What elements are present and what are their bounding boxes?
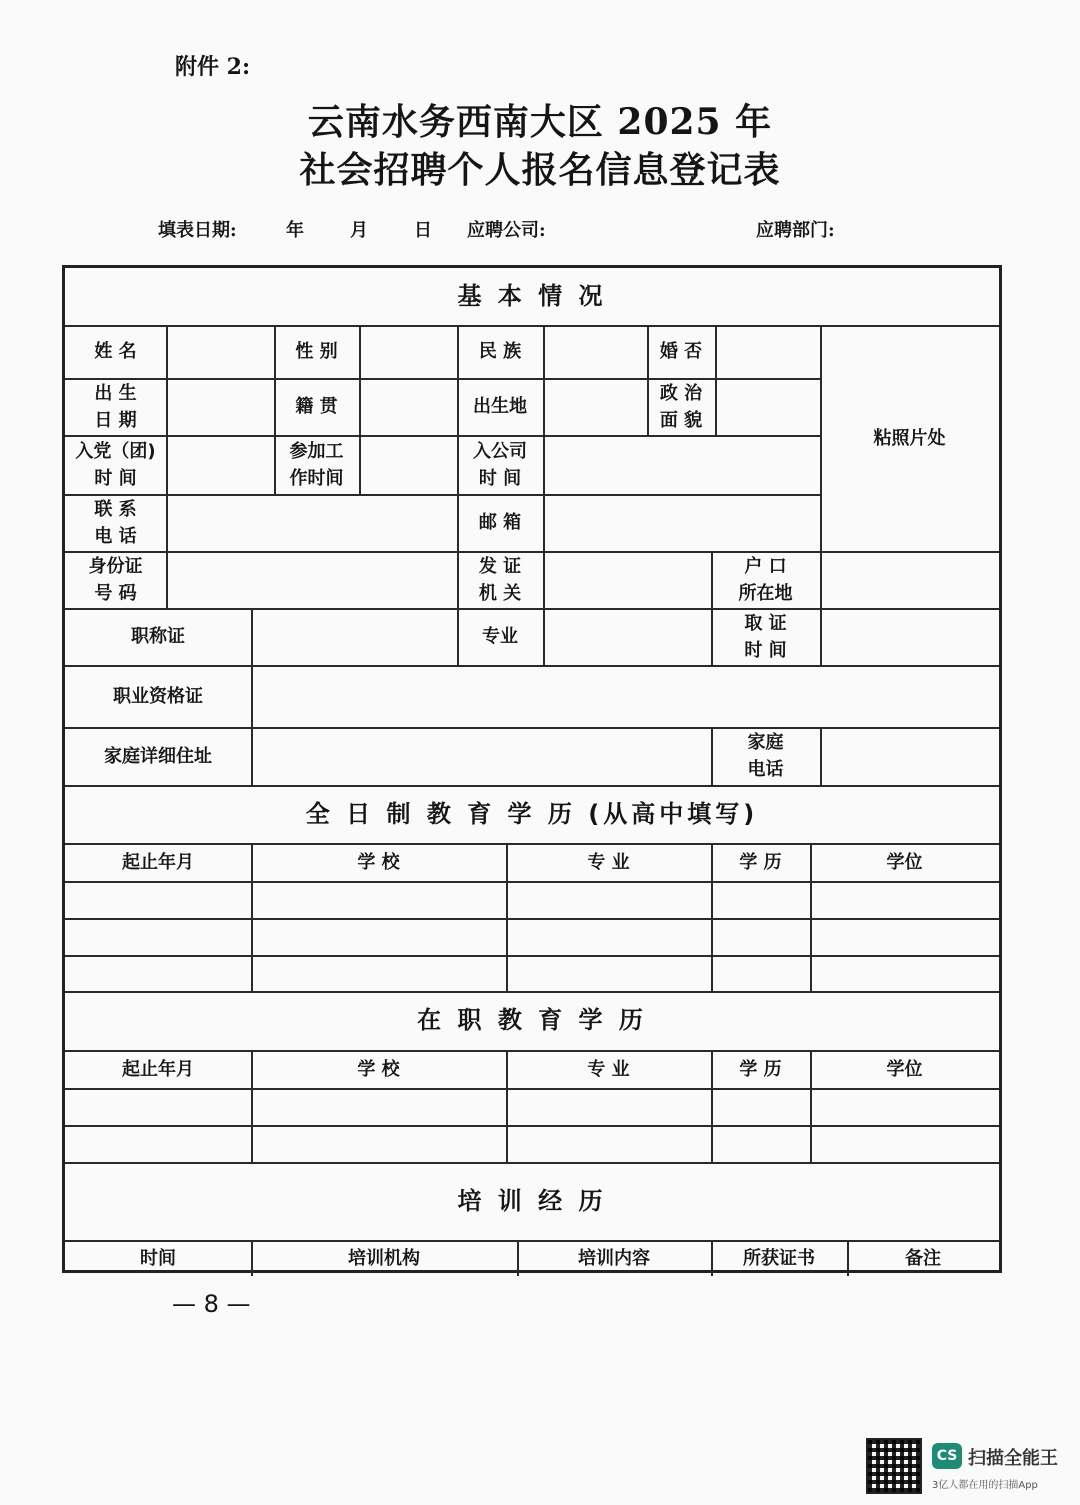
label-name: 姓 名 bbox=[94, 341, 137, 362]
label-ethnicity: 民 族 bbox=[478, 341, 522, 362]
col-education: 学 历 bbox=[739, 1058, 782, 1080]
department-label: 应聘部门: bbox=[756, 220, 835, 241]
label-birth-date: 出 生 日 期 bbox=[94, 382, 137, 431]
input-id-number[interactable] bbox=[166, 551, 457, 608]
label-political-status: 政 治 面 貌 bbox=[659, 382, 703, 431]
section-basic-info: 基 本 情 况 bbox=[457, 282, 607, 310]
input-native-place[interactable] bbox=[359, 378, 457, 435]
form-title-line1: 云南水务西南大区 2025 年 bbox=[307, 101, 773, 143]
col-institution: 培训机构 bbox=[348, 1247, 420, 1269]
label-work-start-date: 参加工 作时间 bbox=[289, 440, 344, 489]
fill-date-label: 填表日期: bbox=[158, 220, 237, 241]
attachment-label: 附件 2: bbox=[175, 54, 251, 80]
input-cert-date[interactable] bbox=[820, 608, 999, 665]
input-work-start-date[interactable] bbox=[359, 435, 457, 494]
page-number: — 8 — bbox=[172, 1290, 251, 1318]
label-party-join-date: 入党（团) 时 间 bbox=[75, 440, 156, 489]
col-degree: 学位 bbox=[886, 851, 923, 873]
qr-code-icon bbox=[866, 1438, 922, 1494]
col-major: 专 业 bbox=[587, 1058, 630, 1080]
section-inservice-education: 在 职 教 育 学 历 bbox=[417, 1006, 647, 1034]
label-birthplace: 出生地 bbox=[473, 396, 527, 417]
input-major[interactable] bbox=[543, 608, 711, 665]
photo-placeholder[interactable]: 粘照片处 bbox=[873, 427, 946, 449]
input-political-status[interactable] bbox=[715, 378, 820, 435]
col-content: 培训内容 bbox=[578, 1247, 650, 1269]
label-hukou-location: 户 口 所在地 bbox=[738, 555, 793, 604]
col-school: 学 校 bbox=[357, 851, 400, 873]
camscanner-logo-icon: CS bbox=[932, 1443, 962, 1469]
label-gender: 性 别 bbox=[295, 341, 338, 362]
col-period: 起止年月 bbox=[122, 851, 194, 873]
label-major: 专业 bbox=[482, 626, 518, 647]
col-certificate: 所获证书 bbox=[743, 1247, 815, 1269]
table-row[interactable] bbox=[65, 918, 999, 955]
input-home-phone[interactable] bbox=[820, 727, 999, 785]
table-row[interactable] bbox=[65, 881, 999, 918]
col-major: 专 业 bbox=[587, 851, 630, 873]
section-training: 培 训 经 历 bbox=[457, 1186, 607, 1215]
day-label: 日 bbox=[414, 220, 432, 241]
company-label: 应聘公司: bbox=[467, 220, 546, 241]
label-cert-date: 取 证 时 间 bbox=[744, 612, 787, 661]
input-name[interactable] bbox=[166, 325, 274, 378]
input-birthplace[interactable] bbox=[543, 378, 647, 435]
input-ethnicity[interactable] bbox=[543, 325, 647, 378]
label-qualification-cert: 职业资格证 bbox=[113, 685, 203, 707]
section-fulltime-education: 全 日 制 教 育 学 历 (从高中填写) bbox=[305, 799, 759, 828]
input-birth-date[interactable] bbox=[166, 378, 274, 435]
col-school: 学 校 bbox=[357, 1058, 400, 1080]
label-home-phone: 家庭 电话 bbox=[747, 732, 784, 780]
label-title-certificate: 职称证 bbox=[131, 626, 185, 647]
input-company-join-date[interactable] bbox=[543, 435, 820, 494]
input-phone[interactable] bbox=[166, 494, 457, 551]
col-degree: 学位 bbox=[886, 1058, 923, 1080]
input-home-address[interactable] bbox=[251, 727, 711, 785]
scanner-app-name: 扫描全能王 bbox=[968, 1448, 1058, 1469]
scanner-tagline: 3亿人都在用的扫描App bbox=[932, 1480, 1038, 1491]
label-id-issuer: 发 证 机 关 bbox=[478, 555, 522, 604]
label-marital-status: 婚 否 bbox=[659, 341, 703, 362]
input-title-certificate[interactable] bbox=[251, 608, 457, 665]
label-id-number: 身份证 号 码 bbox=[88, 555, 143, 604]
label-home-address: 家庭详细住址 bbox=[104, 745, 212, 767]
form-title-line2: 社会招聘个人报名信息登记表 bbox=[299, 149, 781, 191]
label-company-join-date: 入公司 时 间 bbox=[473, 440, 527, 489]
col-period: 起止年月 bbox=[122, 1058, 194, 1080]
table-row[interactable] bbox=[65, 1125, 999, 1162]
input-marital-status[interactable] bbox=[715, 325, 820, 378]
month-label: 月 bbox=[350, 220, 368, 241]
label-email: 邮 箱 bbox=[478, 512, 522, 533]
input-gender[interactable] bbox=[359, 325, 457, 378]
table-row[interactable] bbox=[65, 1088, 999, 1125]
table-row[interactable] bbox=[65, 955, 999, 991]
registration-form-table bbox=[62, 265, 1002, 1273]
input-qualification-cert[interactable] bbox=[251, 665, 999, 727]
col-time: 时间 bbox=[140, 1247, 176, 1269]
col-remarks: 备注 bbox=[905, 1247, 941, 1269]
label-phone: 联 系 电 话 bbox=[94, 498, 137, 547]
input-id-issuer[interactable] bbox=[543, 551, 711, 608]
input-email[interactable] bbox=[543, 494, 820, 551]
col-education: 学 历 bbox=[739, 851, 782, 873]
input-hukou-location[interactable] bbox=[820, 551, 999, 608]
input-party-join-date[interactable] bbox=[166, 435, 274, 494]
label-native-place: 籍 贯 bbox=[295, 396, 338, 417]
year-label: 年 bbox=[286, 220, 304, 241]
